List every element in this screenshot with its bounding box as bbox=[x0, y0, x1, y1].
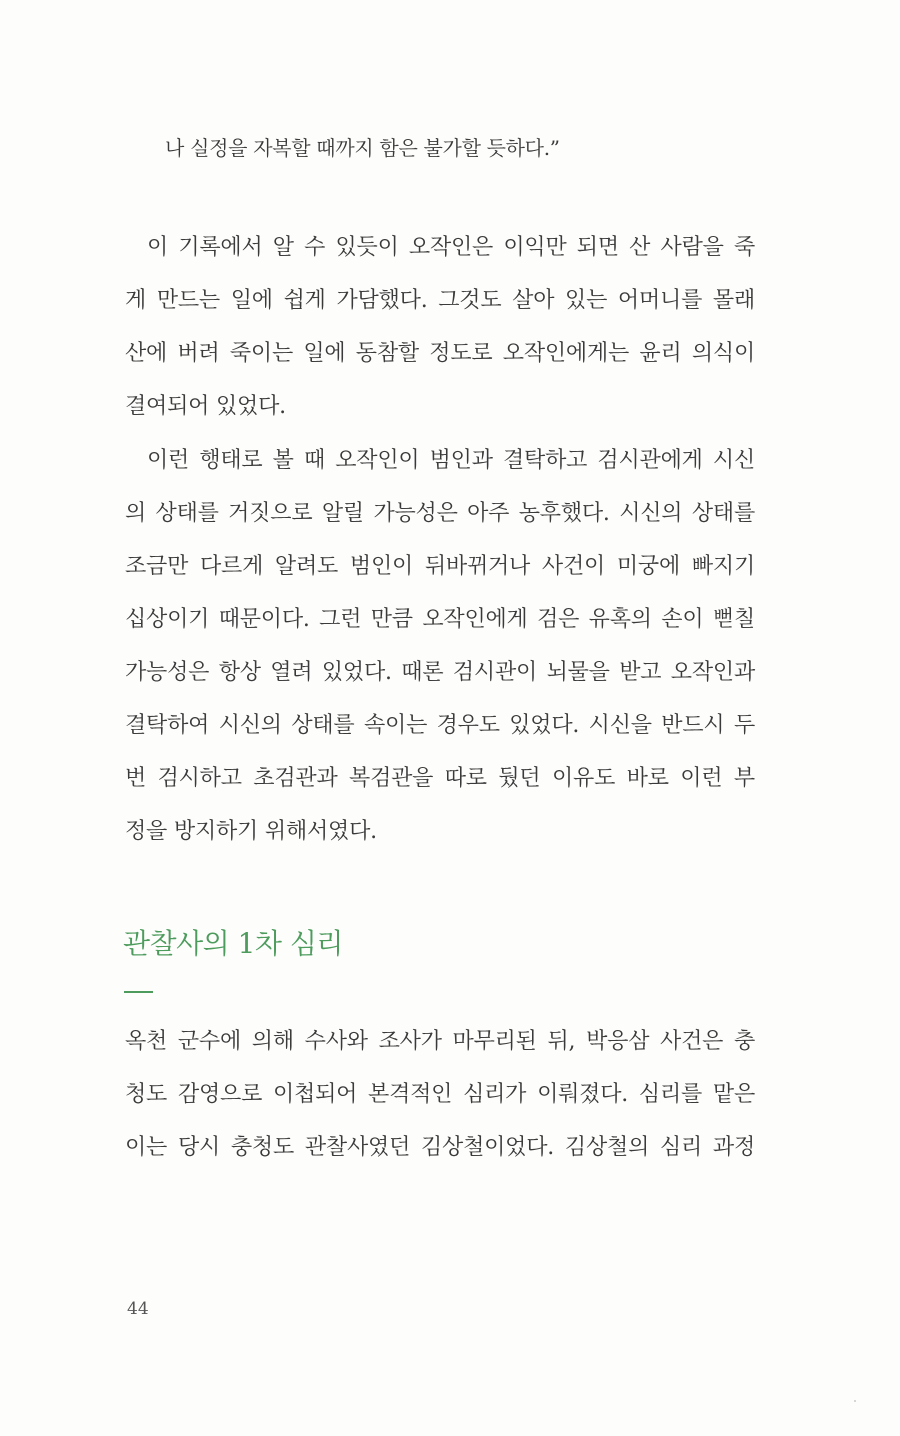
paragraph-line: 결여되어 있었다. bbox=[125, 394, 286, 419]
paragraph-line: 십상이기 때문이다. 그런 만큼 오작인에게 검은 유혹의 손이 뻗칠 bbox=[125, 607, 755, 632]
paragraph-line: 게 만드는 일에 쉽게 가담했다. 그것도 살아 있는 어머니를 몰래 bbox=[125, 288, 755, 313]
paragraph-line: 번 검시하고 초검관과 복검관을 따로 뒀던 이유도 바로 이런 부 bbox=[125, 766, 755, 791]
paragraph-1 bbox=[125, 221, 755, 433]
paper-speck bbox=[854, 1400, 856, 1402]
heading-underline bbox=[124, 991, 153, 993]
quote-continuation: 나 실정을 자복할 때까지 함은 불가할 듯하다.” bbox=[165, 136, 560, 160]
paragraph-2 bbox=[125, 434, 755, 858]
paragraph-line: 이는 당시 충청도 관찰사였던 김상철이었다. 김상철의 심리 과정 bbox=[125, 1135, 755, 1160]
paragraph-line: 이 기록에서 알 수 있듯이 오작인은 이익만 되면 산 사람을 죽 bbox=[147, 235, 755, 260]
paragraph-line: 옥천 군수에 의해 수사와 조사가 마무리된 뒤, 박응삼 사건은 충 bbox=[125, 1029, 755, 1054]
paragraph-line: 의 상태를 거짓으로 알릴 가능성은 아주 농후했다. 시신의 상태를 bbox=[125, 501, 755, 526]
paragraph-line: 이런 행태로 볼 때 오작인이 범인과 결탁하고 검시관에게 시신 bbox=[147, 448, 755, 473]
section-heading: 관찰사의 1차 심리 bbox=[123, 927, 343, 960]
paragraph-line: 정을 방지하기 위해서였다. bbox=[125, 819, 377, 844]
paragraph-3 bbox=[125, 1015, 755, 1174]
paragraph-line: 가능성은 항상 열려 있었다. 때론 검시관이 뇌물을 받고 오작인과 bbox=[125, 660, 755, 685]
paragraph-line: 조금만 다르게 알려도 범인이 뒤바뀌거나 사건이 미궁에 빠지기 bbox=[125, 554, 755, 579]
paragraph-line: 산에 버려 죽이는 일에 동참할 정도로 오작인에게는 윤리 의식이 bbox=[125, 341, 755, 366]
paragraph-line: 청도 감영으로 이첩되어 본격적인 심리가 이뤄졌다. 심리를 맡은 bbox=[125, 1082, 755, 1107]
paragraph-line: 결탁하여 시신의 상태를 속이는 경우도 있었다. 시신을 반드시 두 bbox=[125, 713, 755, 738]
page-number: 44 bbox=[127, 1299, 149, 1319]
